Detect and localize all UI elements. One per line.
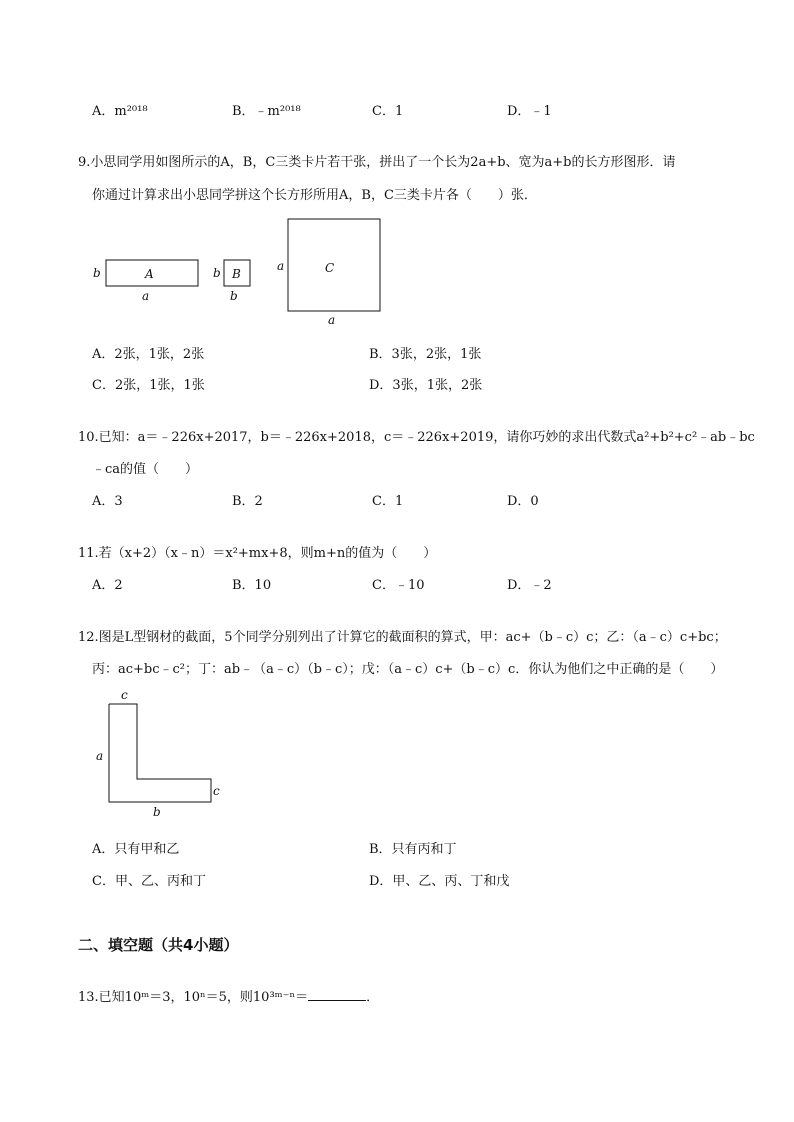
card-c-side: a [277, 259, 285, 273]
q13-answer-blank [308, 988, 366, 1001]
q12-stem-line2: 丙：ac+bc﹣c²；丁：ab﹣（a﹣c）（b﹣c）；戊：（a﹣c）c+（b﹣c）c．你认为他们之中正确的是（ ） [92, 662, 724, 677]
q9-stem-line1: 9.小思同学用如图所示的A，B，C三类卡片若干张，拼出了一个长为2a+b、宽为a+b的长方形图形．请 [78, 155, 676, 170]
q8-option-a: A．m²⁰¹⁸ [92, 104, 148, 119]
q12-stem-line1: 12.图是L型钢材的截面，5个同学分别列出了计算它的截面积的算式，甲：ac+（b﹣c）c；乙：（a﹣c）c+bc； [78, 630, 727, 645]
q12-option-a: A．只有甲和乙 [92, 842, 180, 857]
q13-end: ． [366, 990, 380, 1005]
q12-option-b: B．只有丙和丁 [369, 842, 457, 857]
q10-option-c: C．1 [372, 494, 404, 509]
card-c-bottom: a [328, 313, 336, 327]
q9-stem-line2: 你通过计算求出小思同学拼这个长方形所用A，B，C三类卡片各（ ）张． [92, 188, 537, 203]
card-b-side: b [213, 266, 221, 280]
card-b-bottom: b [230, 289, 238, 303]
q12-l-shape-figure [90, 686, 230, 816]
l-shape-label-right: c [213, 784, 220, 798]
q12-option-d: D．甲、乙、丙、丁和戊 [369, 874, 510, 889]
q11-option-b: B．10 [232, 578, 272, 593]
l-shape-label-top: c [121, 688, 128, 702]
l-shape-outline [109, 704, 211, 802]
q11-option-a: A．2 [92, 578, 123, 593]
section-heading-fill-blank: 二、填空题（共4小题） [78, 936, 239, 954]
card-a-side: b [93, 266, 101, 280]
q9-option-a: A．2张，1张，2张 [92, 347, 205, 362]
q9-option-c: C．2张，1张，1张 [92, 378, 205, 393]
q11-option-d: D．﹣2 [507, 578, 552, 593]
card-b-label: B [232, 267, 241, 281]
q10-stem-line1: 10.已知：a＝﹣226x+2017，b＝﹣226x+2018，c＝﹣226x+2019，请你巧妙的求出代数式a²+b²+c²﹣ab﹣bc [78, 430, 755, 445]
l-shape-label-bottom: b [153, 805, 161, 816]
q10-option-d: D．0 [507, 494, 539, 509]
q8-option-c: C．1 [372, 104, 404, 119]
q10-option-a: A．3 [92, 494, 123, 509]
q13-stem [78, 986, 379, 1005]
q11-stem: 11.若（x+2）（x﹣n）＝x²+mx+8，则m+n的值为（ ） [78, 546, 437, 561]
q8-option-b: B．﹣m²⁰¹⁸ [232, 104, 301, 119]
q8-option-d: D．﹣1 [507, 104, 552, 119]
q9-option-b: B．3张，2张，1张 [369, 347, 482, 362]
card-a-bottom: a [142, 289, 150, 303]
q11-option-c: C．﹣10 [372, 578, 425, 593]
card-a-label: A [145, 267, 154, 281]
q12-option-c: C．甲、乙、丙和丁 [92, 874, 206, 889]
q10-stem-line2: ﹣ca的值（ ） [92, 462, 199, 477]
l-shape-label-left: a [96, 749, 104, 763]
q10-option-b: B．2 [232, 494, 263, 509]
q13-text: 13.已知10ᵐ＝3，10ⁿ＝5，则10³ᵐ⁻ⁿ＝ [78, 990, 309, 1005]
q9-option-d: D．3张，1张，2张 [369, 378, 483, 393]
q9-figure [88, 212, 398, 332]
card-c-label: C [325, 261, 335, 275]
